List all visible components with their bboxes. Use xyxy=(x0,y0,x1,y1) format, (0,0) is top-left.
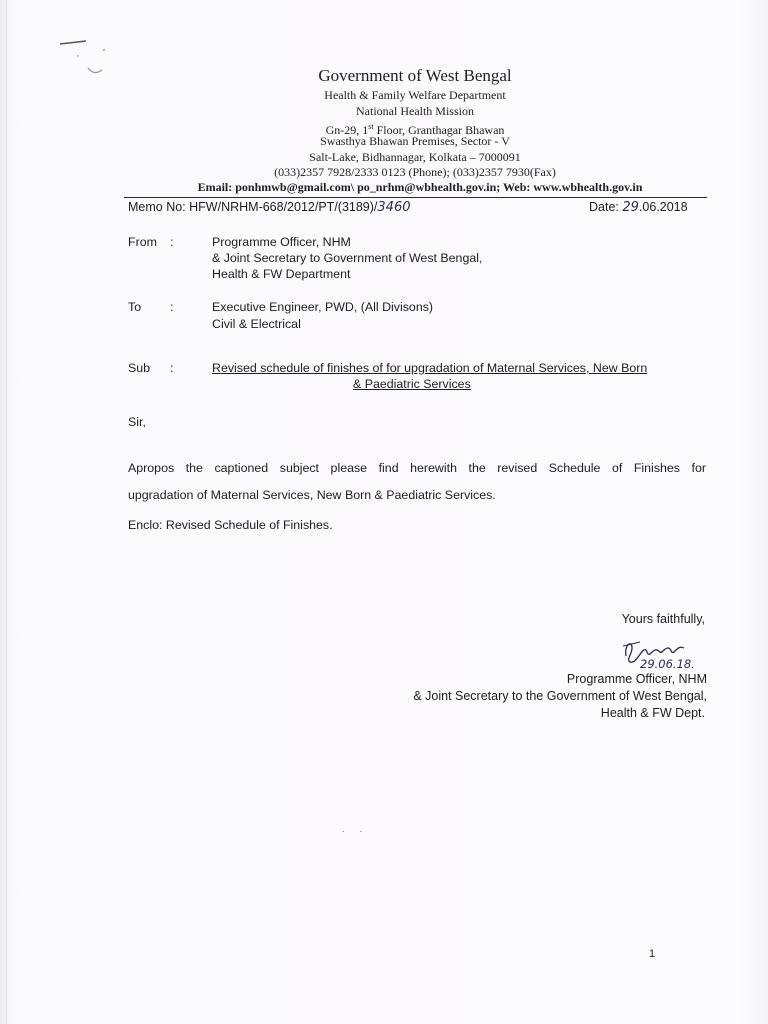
letterhead-title: Government of West Bengal xyxy=(318,66,512,85)
page-edge xyxy=(6,0,7,1024)
memo-number xyxy=(128,200,411,215)
from-line: & Joint Secretary to Government of West Bengal, xyxy=(212,251,483,265)
date-label: Date: xyxy=(589,200,619,214)
memo-number-handwritten: 3460 xyxy=(377,200,411,215)
subject-label: Sub xyxy=(128,361,151,375)
subject-line: Revised schedule of finishes of for upgradation of Maternal Services, New Born xyxy=(212,361,648,375)
email-web-value: ponhmwb@gmail.com\ po_nrhm@wbhealth.gov.in; Web: www.wbhealth.gov.in xyxy=(235,180,643,194)
letterhead-contact xyxy=(110,180,730,196)
letterhead-divider xyxy=(124,197,707,198)
stray-marks: . . xyxy=(342,824,369,835)
subject-line: & Paediatric Services xyxy=(353,377,471,391)
signatory-line: Health & FW Dept. xyxy=(600,706,705,720)
from-line: Health & FW Department xyxy=(212,267,351,281)
date-handwritten-day: 29 xyxy=(622,200,639,215)
from-label: From xyxy=(128,235,157,249)
from-colon: : xyxy=(170,235,174,249)
page-number: 1 xyxy=(649,948,656,960)
letterhead-department: Health & Family Welfare Department xyxy=(324,88,506,102)
to-line: Civil & Electrical xyxy=(212,317,301,331)
enclosure-line: Enclo: Revised Schedule of Finishes. xyxy=(128,518,333,532)
signatory-line: Programme Officer, NHM xyxy=(566,672,707,686)
to-colon: : xyxy=(170,300,174,314)
memo-label: Memo No: xyxy=(128,200,186,214)
body-paragraph-line: upgradation of Maternal Services, New Born & Paediatric Services. xyxy=(128,488,496,502)
salutation: Sir, xyxy=(128,415,146,429)
signature-date: 29.06.18. xyxy=(640,657,695,671)
subject-colon: : xyxy=(170,361,174,375)
letterhead-address-line2: Swasthya Bhawan Premises, Sector - V xyxy=(320,134,510,148)
letterhead-address-line3: Salt-Lake, Bidhannagar, Kolkata – 7000091 xyxy=(309,150,521,164)
to-line: Executive Engineer, PWD, (All Divisons) xyxy=(212,300,434,314)
letterhead-address-line1: Gn-29, 1st Floor, Granthagar Bhawan xyxy=(325,122,505,137)
date-printed: .06.2018 xyxy=(638,200,688,214)
to-label: To xyxy=(128,300,142,314)
letterhead-phone: (033)2357 7928/2333 0123 (Phone); (033)2357 7930(Fax) xyxy=(274,165,556,179)
from-line: Programme Officer, NHM xyxy=(212,235,351,249)
letterhead-mission: National Health Mission xyxy=(356,104,474,118)
valediction: Yours faithfully, xyxy=(621,612,705,626)
email-label: Email: xyxy=(197,180,233,194)
memo-date xyxy=(589,200,688,215)
memo-number-printed: HFW/NRHM-668/2012/PT/(3189)/ xyxy=(189,200,378,214)
body-paragraph-line: Apropos the captioned subject please find herewith the revised Schedule of Finishes for xyxy=(128,461,706,475)
signatory-line: & Joint Secretary to the Government of West Bengal, xyxy=(413,689,707,703)
